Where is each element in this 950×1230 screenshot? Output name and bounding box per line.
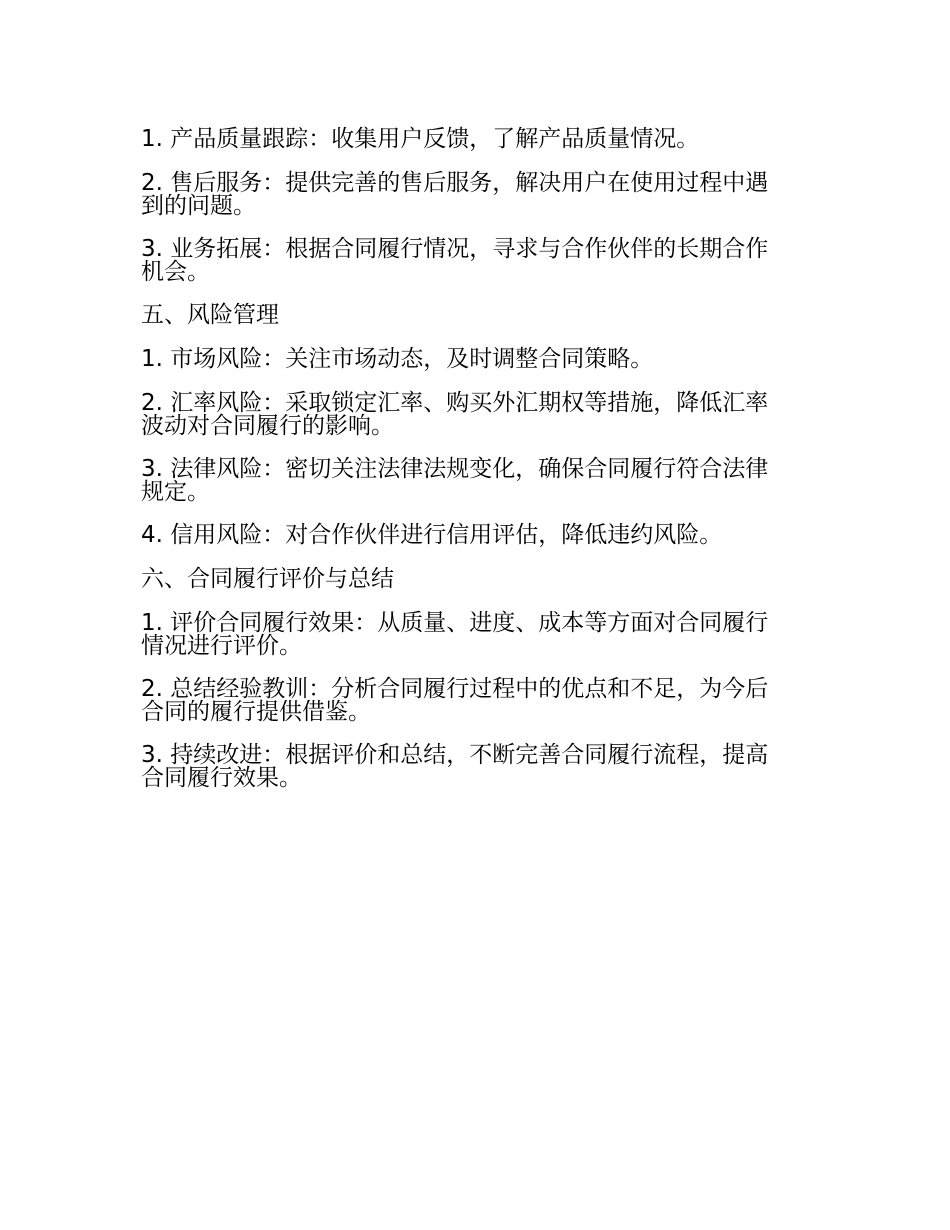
list-item-exchange-rate-risk: 2. 汇率风险：采取锁定汇率、购买外汇期权等措施，降低汇率波动对合同履行的影响。 — [141, 390, 769, 439]
section-heading-risk-management: 五、风险管理 — [141, 302, 279, 328]
section-heading-evaluation-summary: 六、合同履行评价与总结 — [141, 566, 394, 592]
list-item-product-quality-tracking: 1. 产品质量跟踪：收集用户反馈，了解产品质量情况。 — [141, 126, 700, 152]
list-item-continuous-improvement: 3. 持续改进：根据评价和总结，不断完善合同履行流程，提高合同履行效果。 — [141, 742, 769, 791]
list-item-legal-risk: 3. 法律风险：密切关注法律法规变化，确保合同履行符合法律规定。 — [141, 456, 769, 505]
list-item-business-expansion: 3. 业务拓展：根据合同履行情况，寻求与合作伙伴的长期合作机会。 — [141, 236, 769, 285]
list-item-market-risk: 1. 市场风险：关注市场动态，及时调整合同策略。 — [141, 346, 654, 372]
list-item-evaluate-effect: 1. 评价合同履行效果：从质量、进度、成本等方面对合同履行情况进行评价。 — [141, 610, 769, 659]
document-page — [141, 128, 791, 810]
list-item-credit-risk: 4. 信用风险：对合作伙伴进行信用评估，降低违约风险。 — [141, 522, 723, 548]
list-item-summarize-lessons: 2. 总结经验教训：分析合同履行过程中的优点和不足，为今后合同的履行提供借鉴。 — [141, 676, 769, 725]
list-item-after-sales-service: 2. 售后服务：提供完善的售后服务，解决用户在使用过程中遇到的问题。 — [141, 170, 769, 219]
